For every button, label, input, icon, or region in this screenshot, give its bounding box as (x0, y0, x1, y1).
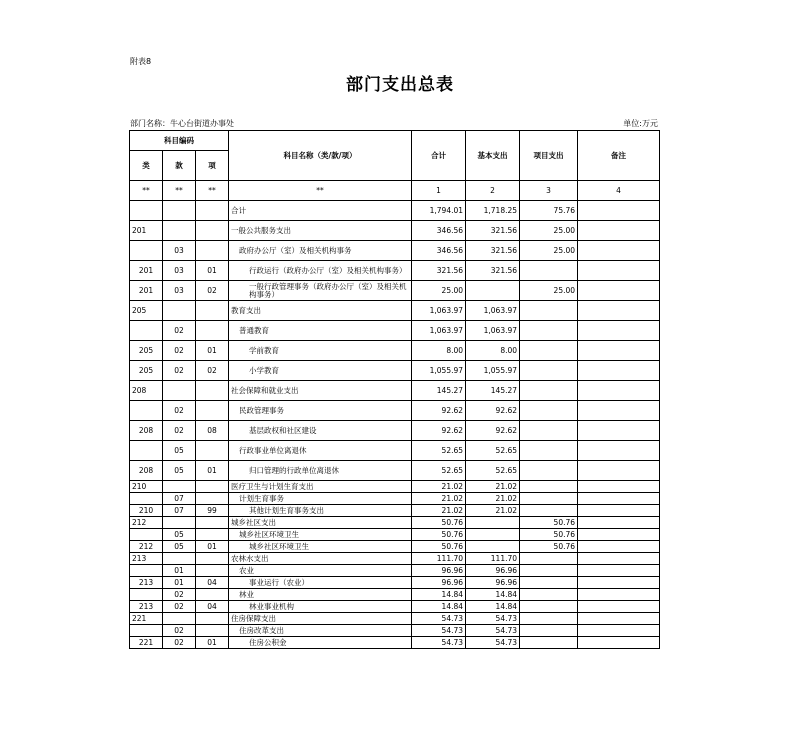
basic-expense-cell: 1,063.97 (466, 301, 520, 321)
project-expense-cell: 50.76 (520, 529, 578, 541)
code-lei-cell: 201 (130, 221, 163, 241)
subject-name-cell: 医疗卫生与计划生育支出 (229, 481, 412, 493)
code-lei-cell: 201 (130, 281, 163, 301)
project-expense-cell (520, 301, 578, 321)
project-expense-cell (520, 381, 578, 401)
code-lei-cell (130, 589, 163, 601)
page-title: 部门支出总表 (346, 75, 454, 95)
note-cell (578, 401, 660, 421)
note-cell (578, 361, 660, 381)
header-row-1 (130, 131, 660, 151)
table-row (130, 565, 660, 577)
table-row (130, 637, 660, 649)
code-xiang-cell (196, 553, 229, 565)
header-total: 合计 (412, 131, 466, 181)
subject-name-cell: 林业事业机构 (229, 601, 412, 613)
subject-name-cell: 社会保障和就业支出 (229, 381, 412, 401)
table-row (130, 281, 660, 301)
code-xiang-cell: 99 (196, 505, 229, 517)
total-cell: 145.27 (412, 381, 466, 401)
table-row (130, 613, 660, 625)
subject-name-cell: 政府办公厅（室）及相关机构事务 (229, 241, 412, 261)
code-kuan-cell: 02 (163, 421, 196, 441)
note-cell (578, 541, 660, 553)
basic-expense-cell: 111.70 (466, 553, 520, 565)
note-cell (578, 341, 660, 361)
subject-name-cell: 学前教育 (229, 341, 412, 361)
code-xiang-cell (196, 201, 229, 221)
subject-name-cell: 城乡社区环境卫生 (229, 541, 412, 553)
basic-expense-cell: 321.56 (466, 241, 520, 261)
total-cell: 346.56 (412, 241, 466, 261)
code-lei-cell: 213 (130, 553, 163, 565)
note-cell (578, 625, 660, 637)
code-xiang-cell (196, 613, 229, 625)
table-row (130, 361, 660, 381)
code-xiang-cell: 02 (196, 361, 229, 381)
code-lei-cell (130, 401, 163, 421)
total-cell: 96.96 (412, 565, 466, 577)
code-xiang-cell (196, 493, 229, 505)
code-lei-cell (130, 625, 163, 637)
total-cell: 25.00 (412, 281, 466, 301)
note-cell (578, 553, 660, 565)
note-cell (578, 241, 660, 261)
table-row (130, 481, 660, 493)
code-lei-cell: 210 (130, 505, 163, 517)
note-cell (578, 481, 660, 493)
code-lei-cell: 201 (130, 261, 163, 281)
basic-expense-cell: 21.02 (466, 505, 520, 517)
note-cell (578, 589, 660, 601)
basic-expense-cell: 14.84 (466, 601, 520, 613)
basic-expense-cell (466, 529, 520, 541)
code-kuan-cell: 01 (163, 565, 196, 577)
code-lei-cell: 213 (130, 601, 163, 613)
project-expense-cell (520, 321, 578, 341)
total-cell: 21.02 (412, 493, 466, 505)
subject-name-cell: 合计 (229, 201, 412, 221)
total-cell: 52.65 (412, 441, 466, 461)
code-kuan-cell (163, 553, 196, 565)
code-kuan-cell: 02 (163, 401, 196, 421)
project-expense-cell: 50.76 (520, 517, 578, 529)
code-xiang-cell: 01 (196, 637, 229, 649)
total-cell: 50.76 (412, 517, 466, 529)
subject-name-cell: 城乡社区支出 (229, 517, 412, 529)
basic-expense-cell (466, 281, 520, 301)
project-expense-cell: 25.00 (520, 221, 578, 241)
code-xiang-cell (196, 565, 229, 577)
code-xiang-cell (196, 529, 229, 541)
code-xiang-cell: 01 (196, 541, 229, 553)
unit-label: 单位:万元 (623, 119, 658, 128)
subject-name-cell: 归口管理的行政单位离退休 (229, 461, 412, 481)
note-cell (578, 381, 660, 401)
code-xiang-cell (196, 221, 229, 241)
basic-expense-cell: 8.00 (466, 341, 520, 361)
code-kuan-cell: 02 (163, 589, 196, 601)
code-lei-cell (130, 201, 163, 221)
code-xiang-cell (196, 381, 229, 401)
basic-expense-cell: 145.27 (466, 381, 520, 401)
table-row (130, 505, 660, 517)
subject-name-cell: 事业运行（农业） (229, 577, 412, 589)
marker-row (130, 181, 660, 201)
project-expense-cell (520, 505, 578, 517)
note-cell (578, 221, 660, 241)
department-label: 部门名称：牛心台街道办事处 (130, 119, 234, 128)
marker-cell: 2 (466, 181, 520, 201)
code-xiang-cell (196, 301, 229, 321)
table-row (130, 589, 660, 601)
subject-name-cell: 普通教育 (229, 321, 412, 341)
subject-name-cell: 其他计划生育事务支出 (229, 505, 412, 517)
code-kuan-cell (163, 201, 196, 221)
table-row (130, 401, 660, 421)
code-lei-cell: 205 (130, 361, 163, 381)
basic-expense-cell: 1,063.97 (466, 321, 520, 341)
project-expense-cell: 50.76 (520, 541, 578, 553)
code-kuan-cell (163, 481, 196, 493)
code-xiang-cell (196, 401, 229, 421)
total-cell: 1,063.97 (412, 321, 466, 341)
note-cell (578, 421, 660, 441)
code-kuan-cell: 05 (163, 441, 196, 461)
project-expense-cell: 25.00 (520, 241, 578, 261)
total-cell: 14.84 (412, 589, 466, 601)
subject-name-cell: 行政运行（政府办公厅（室）及相关机构事务） (229, 261, 412, 281)
subject-name-cell: 城乡社区环境卫生 (229, 529, 412, 541)
code-lei-cell (130, 565, 163, 577)
table-row (130, 421, 660, 441)
code-lei-cell (130, 321, 163, 341)
note-cell (578, 577, 660, 589)
code-lei-cell: 210 (130, 481, 163, 493)
table-row (130, 301, 660, 321)
basic-expense-cell: 321.56 (466, 261, 520, 281)
note-cell (578, 613, 660, 625)
note-cell (578, 461, 660, 481)
subject-name-cell: 一般行政管理事务（政府办公厅（室）及相关机构事务） (229, 281, 412, 301)
code-xiang-cell: 01 (196, 461, 229, 481)
code-kuan-cell: 02 (163, 601, 196, 613)
marker-cell: 3 (520, 181, 578, 201)
code-kuan-cell: 01 (163, 577, 196, 589)
project-expense-cell (520, 261, 578, 281)
code-kuan-cell: 05 (163, 541, 196, 553)
basic-expense-cell: 92.62 (466, 401, 520, 421)
table-row (130, 201, 660, 221)
code-lei-cell: 213 (130, 577, 163, 589)
code-kuan-cell: 02 (163, 637, 196, 649)
subject-name-cell: 住房公积金 (229, 637, 412, 649)
marker-cell: ** (130, 181, 163, 201)
note-cell (578, 517, 660, 529)
header-name: 科目名称（类/款/项） (229, 131, 412, 181)
subject-name-cell: 住房改革支出 (229, 625, 412, 637)
code-xiang-cell (196, 517, 229, 529)
code-kuan-cell: 07 (163, 505, 196, 517)
total-cell: 92.62 (412, 401, 466, 421)
table-row (130, 381, 660, 401)
code-xiang-cell: 01 (196, 261, 229, 281)
code-kuan-cell (163, 613, 196, 625)
project-expense-cell (520, 625, 578, 637)
header-xiang: 项 (196, 151, 229, 181)
project-expense-cell (520, 553, 578, 565)
code-kuan-cell: 07 (163, 493, 196, 505)
code-lei-cell: 212 (130, 541, 163, 553)
total-cell: 54.73 (412, 637, 466, 649)
total-cell: 346.56 (412, 221, 466, 241)
marker-cell: ** (163, 181, 196, 201)
code-kuan-cell: 03 (163, 261, 196, 281)
code-xiang-cell: 01 (196, 341, 229, 361)
project-expense-cell (520, 401, 578, 421)
code-lei-cell: 205 (130, 301, 163, 321)
total-cell: 14.84 (412, 601, 466, 613)
project-expense-cell (520, 637, 578, 649)
marker-cell: 4 (578, 181, 660, 201)
subject-name-cell: 农林水支出 (229, 553, 412, 565)
basic-expense-cell: 96.96 (466, 565, 520, 577)
total-cell: 54.73 (412, 625, 466, 637)
table-row (130, 221, 660, 241)
project-expense-cell (520, 341, 578, 361)
table-row (130, 341, 660, 361)
code-kuan-cell (163, 381, 196, 401)
subject-name-cell: 林业 (229, 589, 412, 601)
total-cell: 92.62 (412, 421, 466, 441)
total-cell: 21.02 (412, 505, 466, 517)
code-lei-cell (130, 441, 163, 461)
basic-expense-cell (466, 517, 520, 529)
table-row (130, 529, 660, 541)
code-lei-cell (130, 241, 163, 261)
code-xiang-cell: 08 (196, 421, 229, 441)
table-row (130, 517, 660, 529)
total-cell: 52.65 (412, 461, 466, 481)
code-kuan-cell (163, 221, 196, 241)
attachment-label: 附表8 (130, 57, 152, 66)
project-expense-cell (520, 481, 578, 493)
subject-name-cell: 一般公共服务支出 (229, 221, 412, 241)
code-xiang-cell: 02 (196, 281, 229, 301)
total-cell: 1,055.97 (412, 361, 466, 381)
note-cell (578, 493, 660, 505)
header-kuan: 款 (163, 151, 196, 181)
code-lei-cell (130, 529, 163, 541)
code-lei-cell: 212 (130, 517, 163, 529)
project-expense-cell (520, 613, 578, 625)
header-note: 备注 (578, 131, 660, 181)
total-cell: 54.73 (412, 613, 466, 625)
table-row (130, 577, 660, 589)
total-cell: 50.76 (412, 529, 466, 541)
code-kuan-cell: 02 (163, 321, 196, 341)
note-cell (578, 301, 660, 321)
code-xiang-cell: 04 (196, 577, 229, 589)
table-row (130, 441, 660, 461)
note-cell (578, 321, 660, 341)
note-cell (578, 529, 660, 541)
project-expense-cell (520, 441, 578, 461)
note-cell (578, 601, 660, 613)
marker-cell: 1 (412, 181, 466, 201)
table-row (130, 553, 660, 565)
code-xiang-cell (196, 625, 229, 637)
total-cell: 96.96 (412, 577, 466, 589)
basic-expense-cell: 1,055.97 (466, 361, 520, 381)
code-xiang-cell (196, 481, 229, 493)
project-expense-cell (520, 601, 578, 613)
basic-expense-cell: 321.56 (466, 221, 520, 241)
total-cell: 1,794.01 (412, 201, 466, 221)
project-expense-cell (520, 577, 578, 589)
code-xiang-cell (196, 441, 229, 461)
code-kuan-cell: 05 (163, 529, 196, 541)
project-expense-cell (520, 493, 578, 505)
total-cell: 8.00 (412, 341, 466, 361)
header-basic: 基本支出 (466, 131, 520, 181)
table-row (130, 241, 660, 261)
code-xiang-cell (196, 321, 229, 341)
basic-expense-cell: 54.73 (466, 625, 520, 637)
basic-expense-cell: 52.65 (466, 461, 520, 481)
code-lei-cell: 221 (130, 637, 163, 649)
table-row (130, 461, 660, 481)
subject-name-cell: 小学教育 (229, 361, 412, 381)
project-expense-cell (520, 565, 578, 577)
code-xiang-cell (196, 241, 229, 261)
subject-name-cell: 行政事业单位离退休 (229, 441, 412, 461)
total-cell: 21.02 (412, 481, 466, 493)
total-cell: 50.76 (412, 541, 466, 553)
basic-expense-cell: 21.02 (466, 481, 520, 493)
header-project: 项目支出 (520, 131, 578, 181)
code-xiang-cell (196, 589, 229, 601)
subject-name-cell: 民政管理事务 (229, 401, 412, 421)
basic-expense-cell: 96.96 (466, 577, 520, 589)
code-lei-cell (130, 493, 163, 505)
table-row (130, 541, 660, 553)
code-kuan-cell: 02 (163, 341, 196, 361)
basic-expense-cell: 1,718.25 (466, 201, 520, 221)
basic-expense-cell: 52.65 (466, 441, 520, 461)
subject-name-cell: 住房保障支出 (229, 613, 412, 625)
note-cell (578, 201, 660, 221)
table-row (130, 321, 660, 341)
basic-expense-cell: 14.84 (466, 589, 520, 601)
marker-cell: ** (229, 181, 412, 201)
table-row (130, 261, 660, 281)
header-lei: 类 (130, 151, 163, 181)
subject-name-cell: 基层政权和社区建设 (229, 421, 412, 441)
code-lei-cell: 208 (130, 461, 163, 481)
project-expense-cell (520, 361, 578, 381)
code-kuan-cell: 03 (163, 281, 196, 301)
code-lei-cell: 208 (130, 381, 163, 401)
code-kuan-cell: 02 (163, 625, 196, 637)
total-cell: 1,063.97 (412, 301, 466, 321)
note-cell (578, 637, 660, 649)
basic-expense-cell: 54.73 (466, 613, 520, 625)
header-code-group: 科目编码 (130, 131, 229, 151)
table-row (130, 601, 660, 613)
note-cell (578, 505, 660, 517)
code-lei-cell: 208 (130, 421, 163, 441)
total-cell: 321.56 (412, 261, 466, 281)
basic-expense-cell: 92.62 (466, 421, 520, 441)
project-expense-cell (520, 421, 578, 441)
basic-expense-cell: 21.02 (466, 493, 520, 505)
subject-name-cell: 农业 (229, 565, 412, 577)
code-lei-cell: 205 (130, 341, 163, 361)
code-lei-cell: 221 (130, 613, 163, 625)
note-cell (578, 261, 660, 281)
subject-name-cell: 计划生育事务 (229, 493, 412, 505)
code-kuan-cell (163, 301, 196, 321)
code-xiang-cell: 04 (196, 601, 229, 613)
subject-name-cell: 教育支出 (229, 301, 412, 321)
code-kuan-cell: 02 (163, 361, 196, 381)
note-cell (578, 565, 660, 577)
project-expense-cell (520, 461, 578, 481)
note-cell (578, 441, 660, 461)
project-expense-cell: 25.00 (520, 281, 578, 301)
basic-expense-cell: 54.73 (466, 637, 520, 649)
marker-cell: ** (196, 181, 229, 201)
project-expense-cell (520, 589, 578, 601)
code-kuan-cell: 05 (163, 461, 196, 481)
code-kuan-cell (163, 517, 196, 529)
code-kuan-cell: 03 (163, 241, 196, 261)
total-cell: 111.70 (412, 553, 466, 565)
table-row (130, 625, 660, 637)
expenditure-table (129, 130, 660, 649)
basic-expense-cell (466, 541, 520, 553)
note-cell (578, 281, 660, 301)
table-row (130, 493, 660, 505)
project-expense-cell: 75.76 (520, 201, 578, 221)
